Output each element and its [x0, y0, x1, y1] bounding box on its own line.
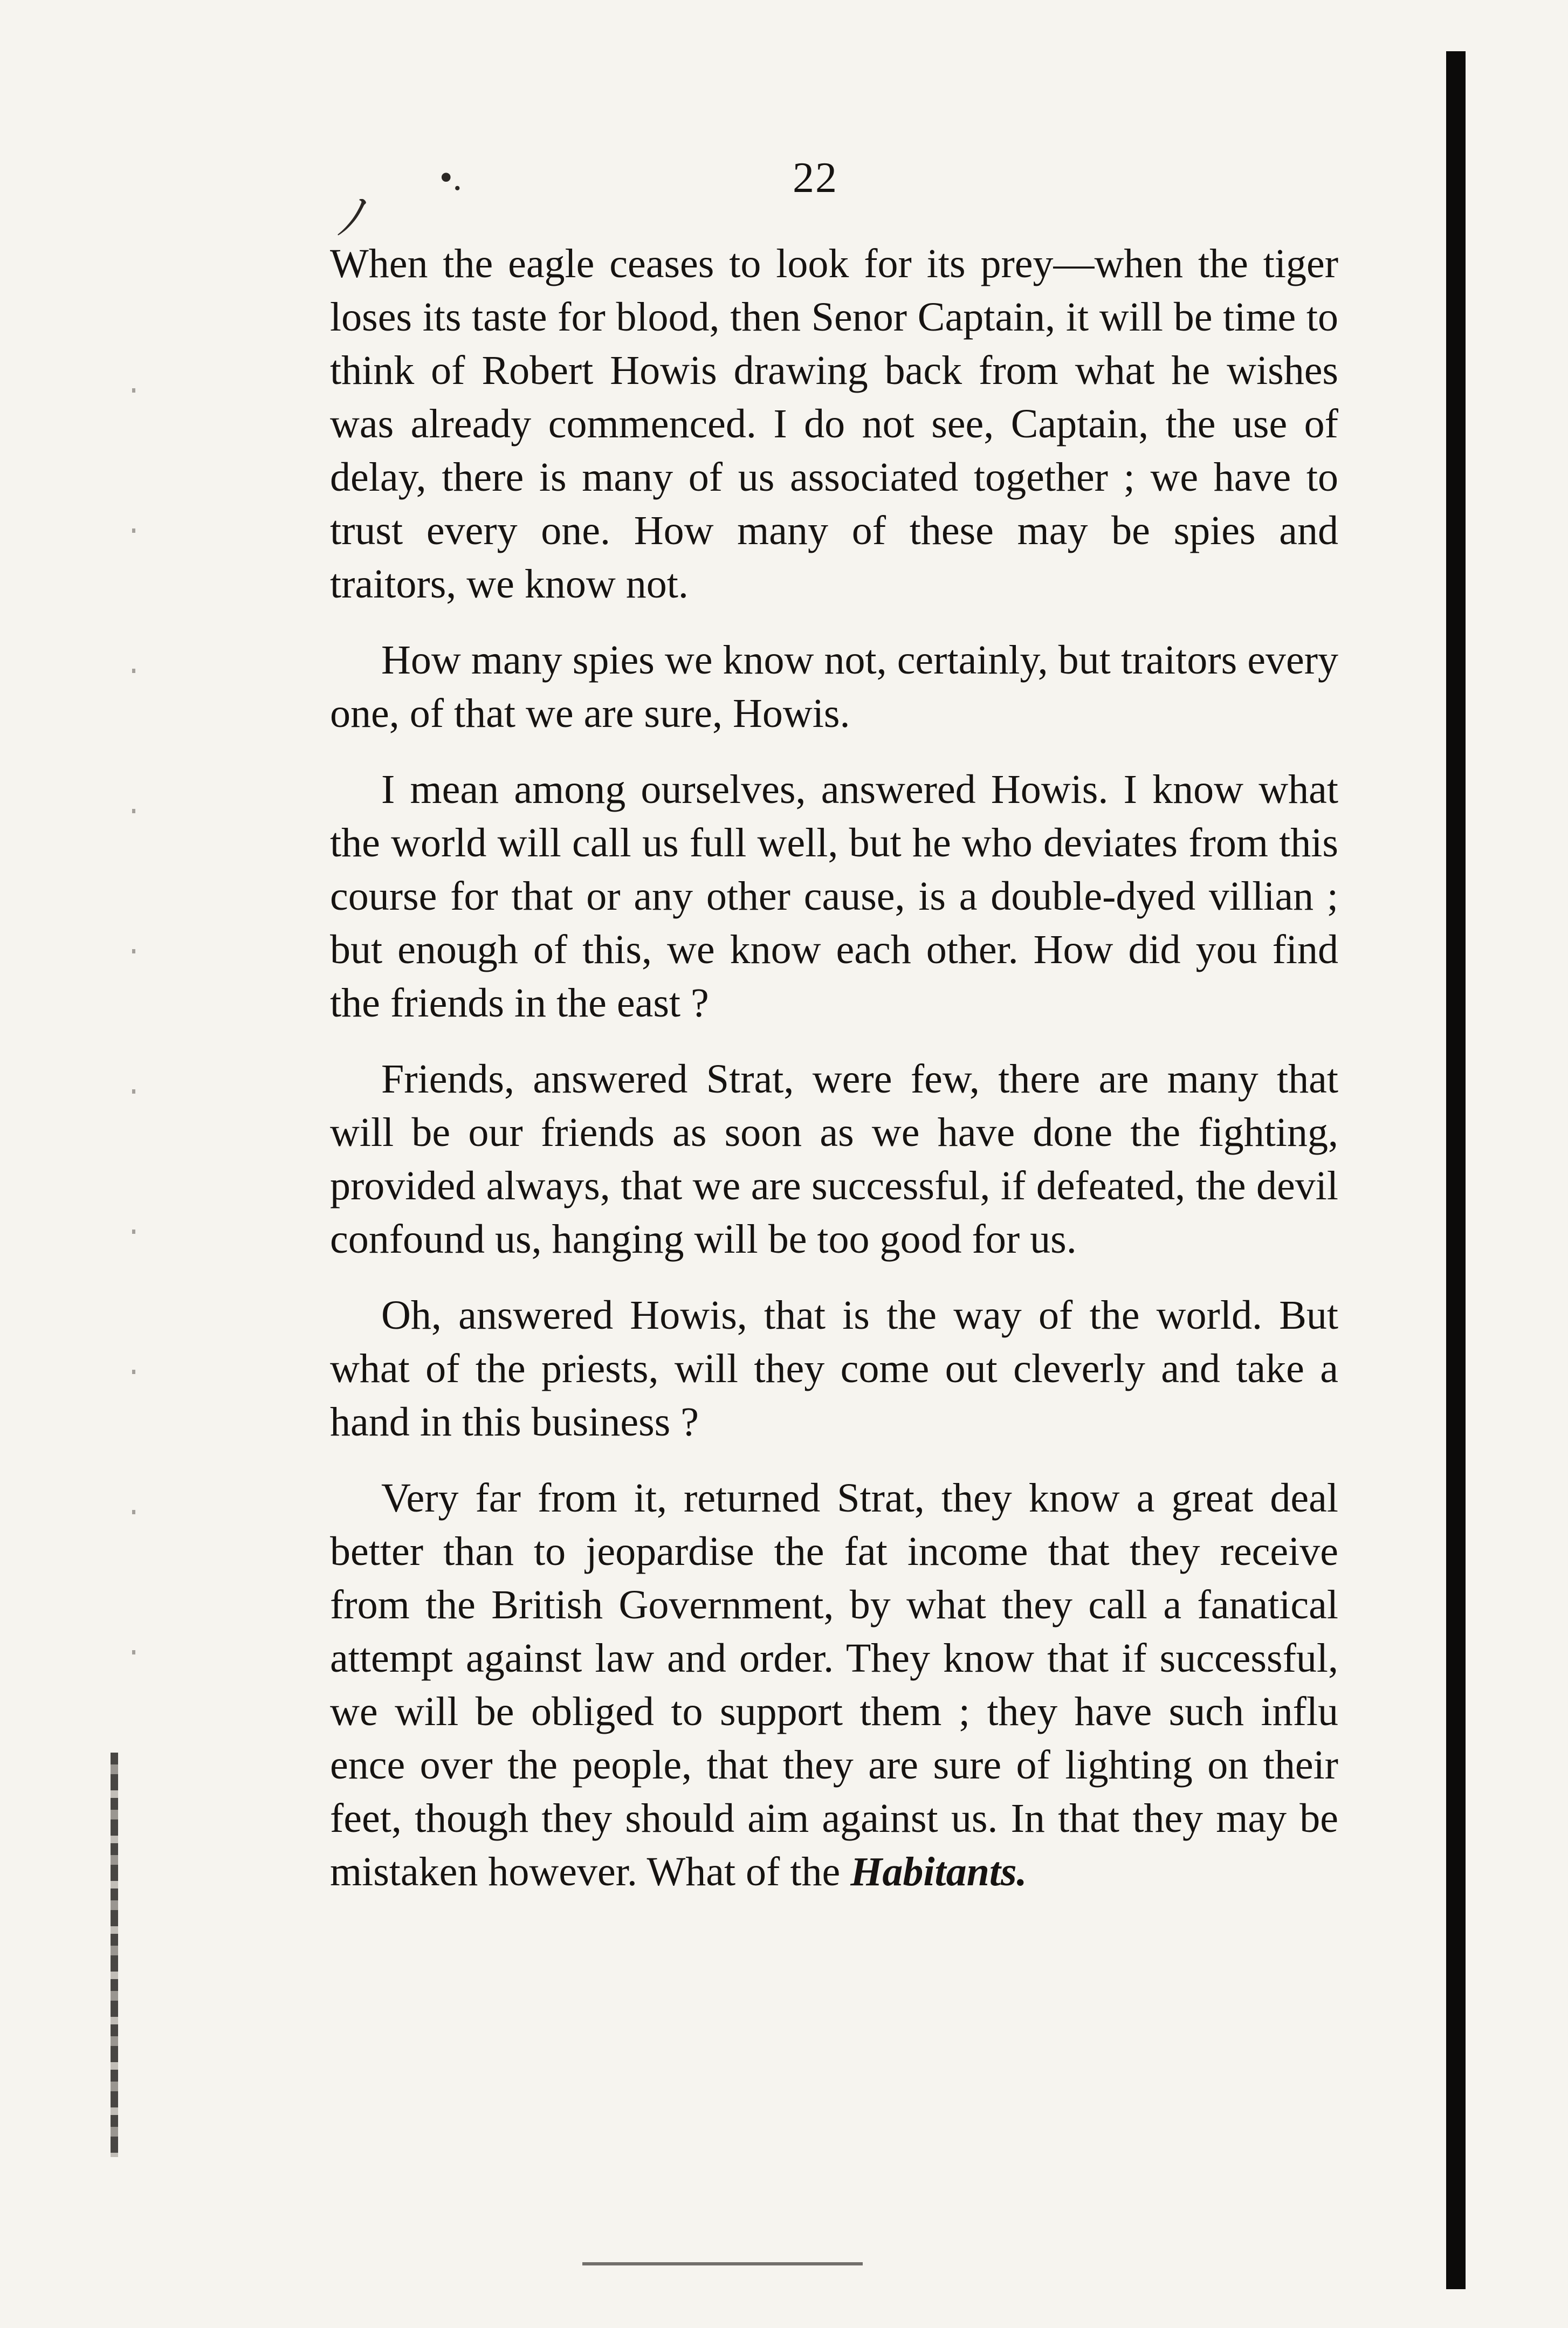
- paragraph-5: Oh, answered Howis, that is the way of the world. But what of the priests, will they come out cleverly and take a hand in this business ?: [330, 1293, 1338, 1445]
- page-body: [330, 237, 1338, 1921]
- paragraph-2: How many spies we know not, certainly, but traitors every one, of that we are sure, Howis.: [330, 637, 1338, 736]
- page-left-edge-ticks: [132, 324, 135, 1726]
- paragraph-3: I mean among ourselves, answered Howis. I know what the world will call us full well, but he who deviates from this course for that or any other cause, is a double-dyed villian ; but enough of this, we know each other. How did you find the friends in the east ?: [330, 767, 1338, 1026]
- bottom-rule: [582, 2262, 863, 2265]
- paragraph-1: When the eagle ceases to look for its prey—when the tiger loses its taste for blood, then Senor Captain, it will be time to think of Robert Howis drawing back from what he wishes was already commenced. I do not see, Captain, the use of delay, there is many of us associated together ; we have to trust every one. How many of these may be spies and traitors, we know not.: [330, 241, 1338, 607]
- page-binding-edge: [1446, 51, 1466, 2289]
- handwritten-mark-icon: ﾉ: [337, 191, 361, 245]
- paragraph-6: [330, 1472, 1338, 1899]
- page-left-edge-marks: [111, 1753, 118, 2157]
- page-number: 22: [793, 154, 838, 202]
- paragraph-4: Friends, answered Strat, were few, there are many that will be our friends as soon as we have done the fighting, provided always, that we are successful, if defeated, the devil confound us, hanging will be too good for us.: [330, 1056, 1338, 1262]
- ink-dots-icon: •.: [439, 157, 463, 198]
- paragraph-6-italic-tail: Habitants.: [850, 1849, 1027, 1894]
- paragraph-6-text: Very far from it, returned Strat, they know a great deal better than to jeopardise the fat income that they receive from the British Government, by what they call a fanatical attempt against law and order. They know that if successful, we will be obliged to support them ; they have such influ ence over the people, that they are sure of lighting on their feet, though they should aim against us. In that they may be mistaken however. What of the: [330, 1475, 1338, 1894]
